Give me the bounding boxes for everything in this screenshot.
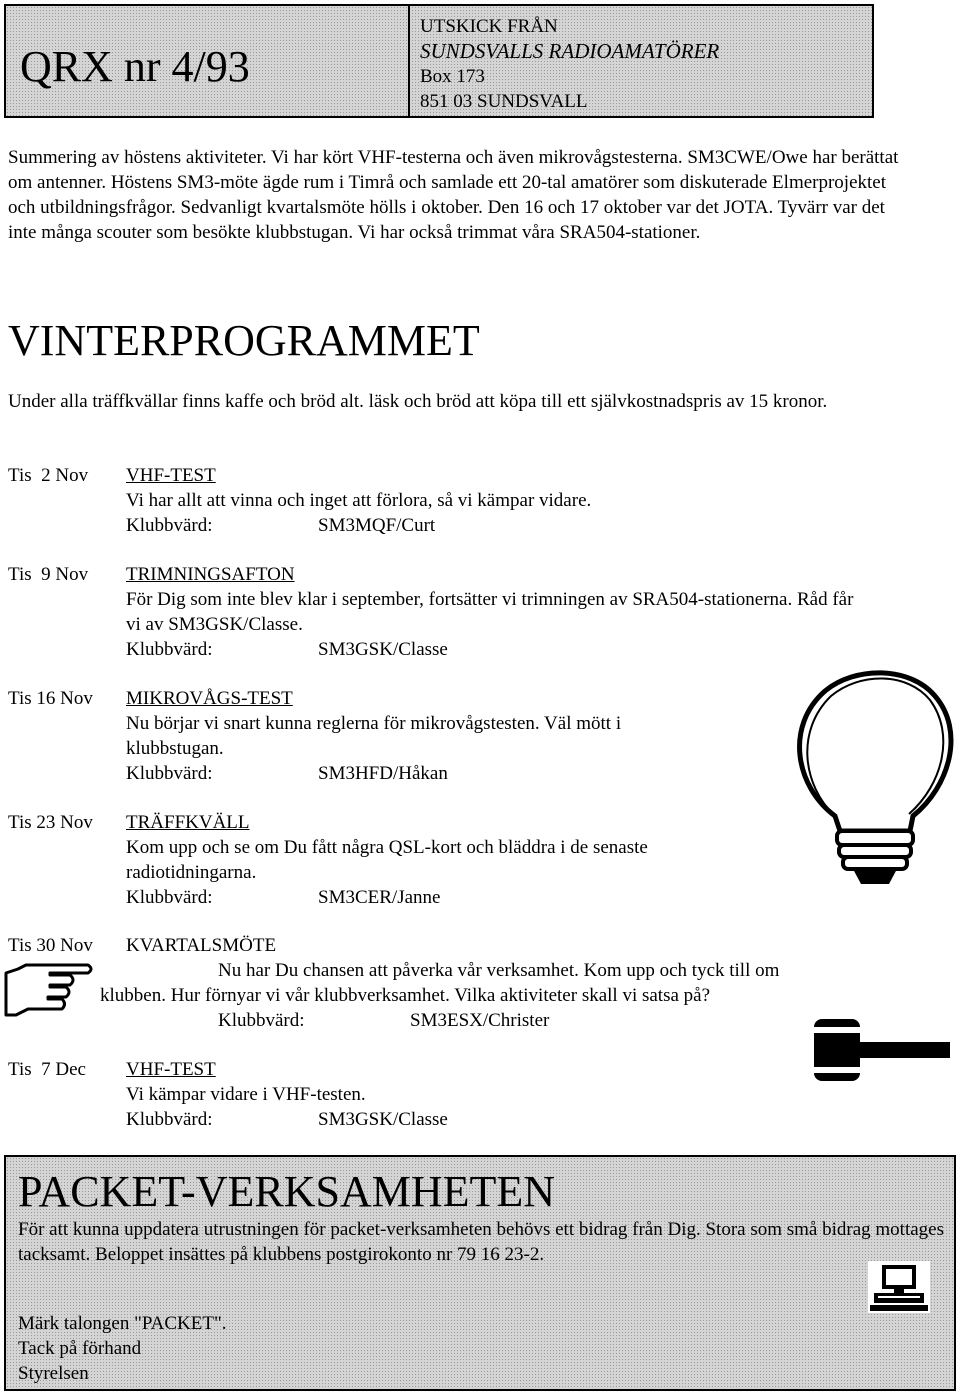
event-host	[126, 637, 866, 662]
event-description: Vi kämpar vidare i VHF-testen.	[126, 1084, 366, 1105]
title-box	[6, 6, 410, 116]
event-item	[126, 463, 866, 538]
event-description: Vi har allt att vinna och inget att förlora, så vi kämpar vidare.	[126, 490, 592, 511]
sender-line: Box 173	[420, 66, 485, 87]
newsletter-header	[4, 4, 874, 118]
event-date: Tis 2 Nov	[8, 465, 89, 486]
newsletter-title: QRX nr 4/93	[20, 42, 250, 91]
packet-section	[4, 1155, 956, 1391]
light-bulb-icon	[785, 666, 960, 891]
club-name: SUNDSVALLS RADIOAMATÖRER	[420, 39, 720, 63]
event-item	[126, 562, 866, 662]
event-title: VHF-TEST	[126, 1059, 216, 1080]
computer-icon	[868, 1261, 930, 1313]
event-description: Nu börjar vi snart kunna reglerna för mikrovågstesten. Väl mött i klubbstugan.	[126, 713, 622, 759]
event-item	[126, 810, 726, 910]
host-label: Klubbvärd:	[126, 763, 213, 784]
signature-line: Styrelsen	[18, 1363, 89, 1384]
sender-line: UTSKICK FRÅN	[420, 16, 558, 37]
event-date: Tis 9 Nov	[8, 564, 89, 585]
event-title: VHF-TEST	[126, 465, 216, 486]
event-description: Nu har Du chansen att påverka vår verksamhet. Kom upp och tyck till om	[218, 960, 780, 981]
event-date: Tis 7 Dec	[8, 1059, 86, 1080]
event-title: TRIMNINGSAFTON	[126, 564, 295, 585]
host-name: SM3ESX/Christer	[410, 1010, 550, 1031]
event-description: Kom upp och se om Du fått några QSL-kort och bläddra i de senaste radiotidningarna.	[126, 837, 648, 883]
event-host	[126, 1107, 866, 1132]
signature-line: Tack på förhand	[18, 1338, 142, 1359]
event-title: TRÄFFKVÄLL	[126, 812, 250, 833]
event-host	[218, 1008, 549, 1033]
signature-line: Märk talongen "PACKET".	[18, 1313, 227, 1334]
packet-signature	[18, 1311, 227, 1386]
event-description: För Dig som inte blev klar i september, fortsätter vi trimningen av SRA504-stationerna. Råd får vi av SM3GSK/Classe.	[126, 589, 854, 635]
event-item	[126, 686, 666, 786]
host-name: SM3GSK/Classe	[318, 1109, 448, 1130]
host-label: Klubbvärd:	[126, 639, 213, 660]
section-subtitle: Under alla träffkvällar finns kaffe och bröd alt. läsk och bröd att köpa till ett självkostnadspris av 15 kronor.	[8, 391, 828, 412]
event-title: MIKROVÅGS-TEST	[126, 688, 293, 709]
event-host	[126, 761, 666, 786]
pointing-hand-icon	[4, 963, 96, 1021]
event-host	[126, 513, 866, 538]
host-name: SM3CER/Janne	[318, 887, 441, 908]
host-label: Klubbvärd:	[126, 515, 213, 536]
sender-address	[420, 14, 719, 114]
sender-line: 851 03 SUNDSVALL	[420, 91, 588, 112]
packet-paragraph: För att kunna uppdatera utrustningen för packet-verksamheten behövs ett bidrag från Dig. Stora som små bidrag mottages tacksamt. Beloppet insättes på klubbens postgirokonto nr 79 16 23-2.	[18, 1219, 944, 1265]
event-host	[126, 885, 726, 910]
event-description: klubben. Hur förnyar vi vår klubbverksamhet. Vilka aktiviteter skall vi satsa på?	[100, 985, 711, 1006]
event-date: Tis 23 Nov	[8, 812, 93, 833]
event-date: Tis 16 Nov	[8, 688, 93, 709]
host-label: Klubbvärd:	[126, 887, 213, 908]
event-date: Tis 30 Nov	[8, 935, 93, 956]
host-label: Klubbvärd:	[126, 1109, 213, 1130]
packet-heading: PACKET-VERKSAMHETEN	[18, 1167, 556, 1216]
gavel-icon	[810, 1015, 955, 1085]
event-title: KVARTALSMÖTE	[126, 935, 277, 956]
host-name: SM3HFD/Håkan	[318, 763, 448, 784]
host-name: SM3GSK/Classe	[318, 639, 448, 660]
host-name: SM3MQF/Curt	[318, 515, 436, 536]
host-label: Klubbvärd:	[218, 1010, 305, 1031]
intro-paragraph: Summering av höstens aktiviteter. Vi har kört VHF-testerna och även mikrovågstesterna. SM3CWE/Owe har berättat om antenner. Höstens SM3-möte ägde rum i Timrå och samlade ett 20-tal amatörer som diskuterade Elmerprojektet och utbildningsfrågor. Sedvanligt kvartalsmöte hölls i oktober. Den 16 och 17 oktober var det JOTA. Tyvärr var det inte många scouter som besökte klubbstugan. Vi har också trimmat våra SRA504-stationer.	[8, 147, 899, 243]
event-item	[126, 1057, 866, 1132]
section-heading: VINTERPROGRAMMET	[8, 316, 480, 365]
